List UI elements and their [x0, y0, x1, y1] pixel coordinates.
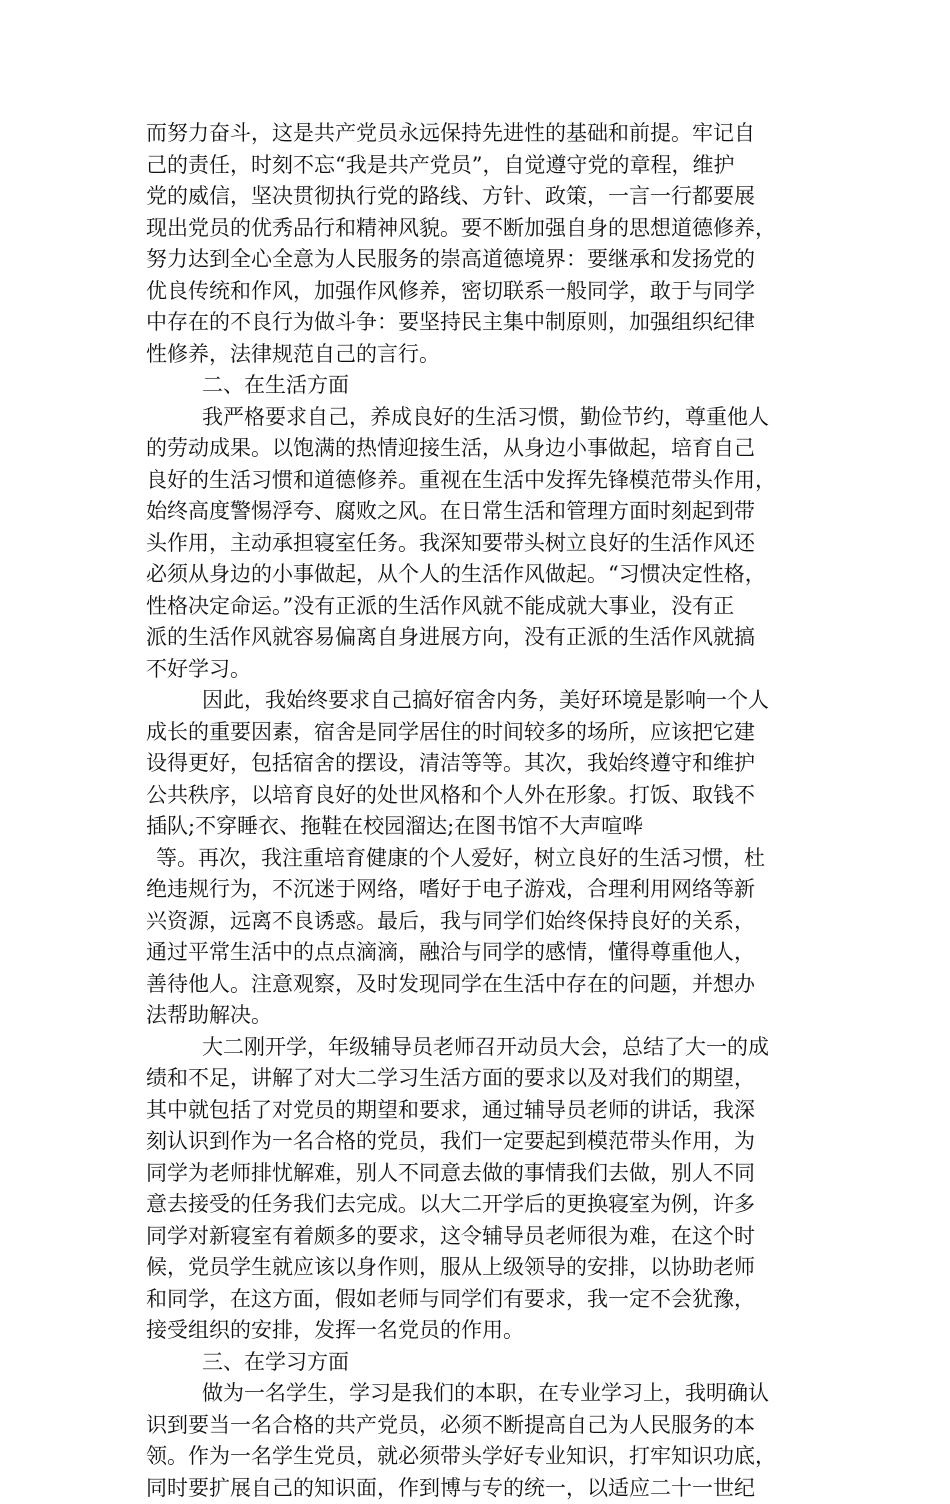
text-line: 设得更好，包括宿舍的摆设，清洁等等。其次，我始终遵守和维护 [146, 748, 826, 780]
text-line: 兴资源，远离不良诱惑。最后，我与同学们始终保持良好的关系， [146, 906, 826, 938]
text-line: 成长的重要因素，宿舍是同学居住的时间较多的场所，应该把它建 [146, 717, 826, 749]
text-line: 同学为老师排忧解难，别人不同意去做的事情我们去做，别人不同 [146, 1158, 826, 1190]
text-line: 同时要扩展自己的知识面，作到博与专的统一，以适应二十一世纪 [146, 1473, 826, 1504]
text-line: 绩和不足，讲解了对大二学习生活方面的要求以及对我们的期望， [146, 1063, 826, 1095]
text-line: 通过平常生活中的点点滴滴，融洽与同学的感情，懂得尊重他人， [146, 937, 826, 969]
text-line: 中存在的不良行为做斗争：要坚持民主集中制原则，加强组织纪律 [146, 307, 826, 339]
text-line: 党的威信，坚决贯彻执行党的路线、方针、政策，一言一行都要展 [146, 181, 826, 213]
text-line: 优良传统和作风，加强作风修养，密切联系一般同学，敢于与同学 [146, 276, 826, 308]
text-line: 公共秩序，以培育良好的处世风格和个人外在形象。打饭、取钱不 [146, 780, 826, 812]
text-line: 己的责任，时刻不忘“我是共产党员”，自觉遵守党的章程，维护 [146, 150, 826, 182]
text-line: 努力达到全心全意为人民服务的崇高道德境界：要继承和发扬党的 [146, 244, 826, 276]
paragraph-first-line: 因此，我始终要求自己搞好宿舍内务，美好环境是影响一个人 [146, 685, 826, 717]
text-line: 和同学，在这方面，假如老师与同学们有要求，我一定不会犹豫， [146, 1284, 826, 1316]
paragraph-first-line: 做为一名学生，学习是我们的本职，在专业学习上，我明确认 [146, 1378, 826, 1410]
text-line: 插队;不穿睡衣、拖鞋在校园溜达;在图书馆不大声喧哗 [146, 811, 826, 843]
section-heading: 二、在生活方面 [146, 370, 826, 402]
paragraph-first-line: 大二刚开学，年级辅导员老师召开动员大会，总结了大一的成 [146, 1032, 826, 1064]
text-line: 必须从身边的小事做起，从个人的生活作风做起。“习惯决定性格， [146, 559, 826, 591]
paragraph-first-line: 我严格要求自己，养成良好的生活习惯，勤俭节约，尊重他人 [146, 402, 826, 434]
text-line: 绝违规行为，不沉迷于网络，嗜好于电子游戏，合理利用网络等新 [146, 874, 826, 906]
text-line: 候，党员学生就应该以身作则，服从上级领导的安排，以协助老师 [146, 1252, 826, 1284]
text-line: 意去接受的任务我们去完成。以大二开学后的更换寝室为例，许多 [146, 1189, 826, 1221]
text-line: 识到要当一名合格的共产党员，必须不断提高自己为人民服务的本 [146, 1410, 826, 1442]
text-line: 派的生活作风就容易偏离自身进展方向，没有正派的生活作风就搞 [146, 622, 826, 654]
text-line: 同学对新寝室有着颇多的要求，这令辅导员老师很为难，在这个时 [146, 1221, 826, 1253]
text-line: 的劳动成果。以饱满的热情迎接生活，从身边小事做起，培育自己 [146, 433, 826, 465]
text-line: 现出党员的优秀品行和精神风貌。要不断加强自身的思想道德修养， [146, 213, 826, 245]
text-line: 其中就包括了对党员的期望和要求，通过辅导员老师的讲话，我深 [146, 1095, 826, 1127]
text-line: 良好的生活习惯和道德修养。重视在生活中发挥先锋模范带头作用， [146, 465, 826, 497]
text-line: 领。作为一名学生党员，就必须带头学好专业知识，打牢知识功底， [146, 1441, 826, 1473]
text-line: 等。再次，我注重培育健康的个人爱好，树立良好的生活习惯，杜 [146, 843, 826, 875]
text-line: 性修养，法律规范自己的言行。 [146, 339, 826, 371]
text-line: 而努力奋斗，这是共产党员永远保持先进性的基础和前提。牢记自 [146, 118, 826, 150]
text-line: 头作用，主动承担寝室任务。我深知要带头树立良好的生活作风还 [146, 528, 826, 560]
text-line: 不好学习。 [146, 654, 826, 686]
text-line: 善待他人。注意观察，及时发现同学在生活中存在的问题，并想办 [146, 969, 826, 1001]
text-line: 法帮助解决。 [146, 1000, 826, 1032]
text-line: 始终高度警惕浮夸、腐败之风。在日常生活和管理方面时刻起到带 [146, 496, 826, 528]
text-line: 刻认识到作为一名合格的党员，我们一定要起到模范带头作用，为 [146, 1126, 826, 1158]
body-text [146, 118, 826, 1504]
section-heading: 三、在学习方面 [146, 1347, 826, 1379]
text-line: 性格决定命运。”没有正派的生活作风就不能成就大事业，没有正 [146, 591, 826, 623]
text-line: 接受组织的安排，发挥一名党员的作用。 [146, 1315, 826, 1347]
